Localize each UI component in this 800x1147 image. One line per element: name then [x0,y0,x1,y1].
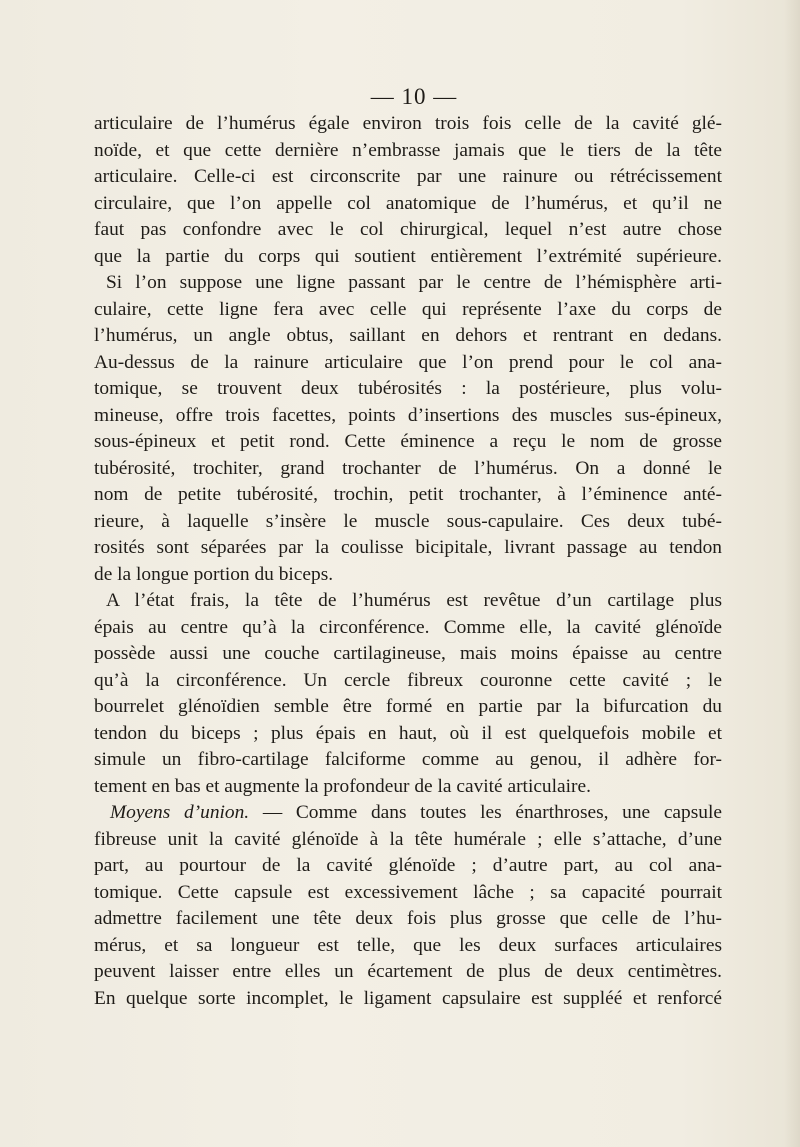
text-line: possède aussi une couche cartilagineuse, mais moins épaisse au centre [94,643,722,664]
body-text [94,111,722,1012]
section-heading-moyens-union: Moyens d’union. [110,802,250,823]
text-line: nom de petite tubérosité, trochin, petit trochanter, à l’éminence anté- [94,484,722,505]
text-line: bourrelet glénoïdien semble être formé en partie par la bifurcation du [94,696,722,717]
text-line: articulaire. Celle-ci est circonscrite par une rainure ou rétrécissement [94,166,722,187]
text-line: tement en bas et augmente la profondeur de la cavité articulaire. [94,775,591,797]
text-line: mérus, et sa longueur est telle, que les deux surfaces articulaires [94,934,722,956]
text-line: part, au pourtour de la cavité glénoïde ; d’autre part, au col ana- [94,855,722,876]
text-line: fibreuse unit la cavité glénoïde à la tête humérale ; elle s’attache, d’une [94,828,722,850]
text-line: admettre facilement une tête deux fois plus grosse que celle de l’hu- [94,908,722,929]
text-line: tomique, se trouvent deux tubérosités : la postérieure, plus volu- [94,378,722,399]
text-line: de la longue portion du biceps. [94,563,334,585]
text-line: épais au centre qu’à la circonférence. Comme elle, la cavité glénoïde [94,616,722,638]
page-edge-shadow [784,0,800,1147]
text-line: faut pas confondre avec le col chirurgical, lequel n’est autre chose [94,219,722,240]
text-line-rest: — Comme dans toutes les énarthroses, une capsule [262,802,722,823]
text-line: tendon du biceps ; plus épais en haut, où il est quelquefois mobile et [94,722,722,744]
text-line: rosités sont séparées par la coulisse bicipitale, livrant passage au tendon [94,537,722,558]
text-line: A l’état frais, la tête de l’humérus est revêtue d’un cartilage plus [106,590,722,611]
text-line: culaire, cette ligne fera avec celle qui représente l’axe du corps de [94,298,722,320]
page-number: — 10 — [370,84,458,109]
text-line: rieure, à laquelle s’insère le muscle sous-capulaire. Ces deux tubé- [94,510,722,532]
text-line: En quelque sorte incomplet, le ligament capsulaire est suppléé et renforcé [94,987,722,1009]
text-line [94,800,722,827]
text-line: sous-épineux et petit rond. Cette éminence a reçu le nom de grosse [94,431,722,452]
text-line: l’humérus, un angle obtus, saillant en dehors et rentrant en dedans. [94,325,722,346]
text-line: articulaire de l’humérus égale environ trois fois celle de la cavité glé- [94,113,722,134]
text-line: mineuse, offre trois facettes, points d’insertions des muscles sus-épineux, [94,404,722,426]
text-line: Au-dessus de la rainure articulaire que l’on prend pour le col ana- [94,351,722,373]
text-line: noïde, et que cette dernière n’embrasse jamais que le tiers de la tête [94,139,722,161]
text-line: circulaire, que l’on appelle col anatomique de l’humérus, et qu’il ne [94,192,722,214]
text-line: qu’à la circonférence. Un cercle fibreux couronne cette cavité ; le [94,669,722,691]
text-line: tomique. Cette capsule est excessivement lâche ; sa capacité pourrait [94,881,722,903]
text-line: simule un fibro-cartilage falciforme comme au genou, il adhère for- [94,749,722,770]
text-line: que la partie du corps qui soutient entièrement l’extrémité supérieure. [94,245,722,267]
text-line: peuvent laisser entre elles un écartement de plus de deux centimètres. [94,961,722,982]
text-line: tubérosité, trochiter, grand trochanter de l’humérus. On a donné le [94,457,722,479]
text-line: Si l’on suppose une ligne passant par le centre de l’hémisphère arti- [106,272,722,293]
